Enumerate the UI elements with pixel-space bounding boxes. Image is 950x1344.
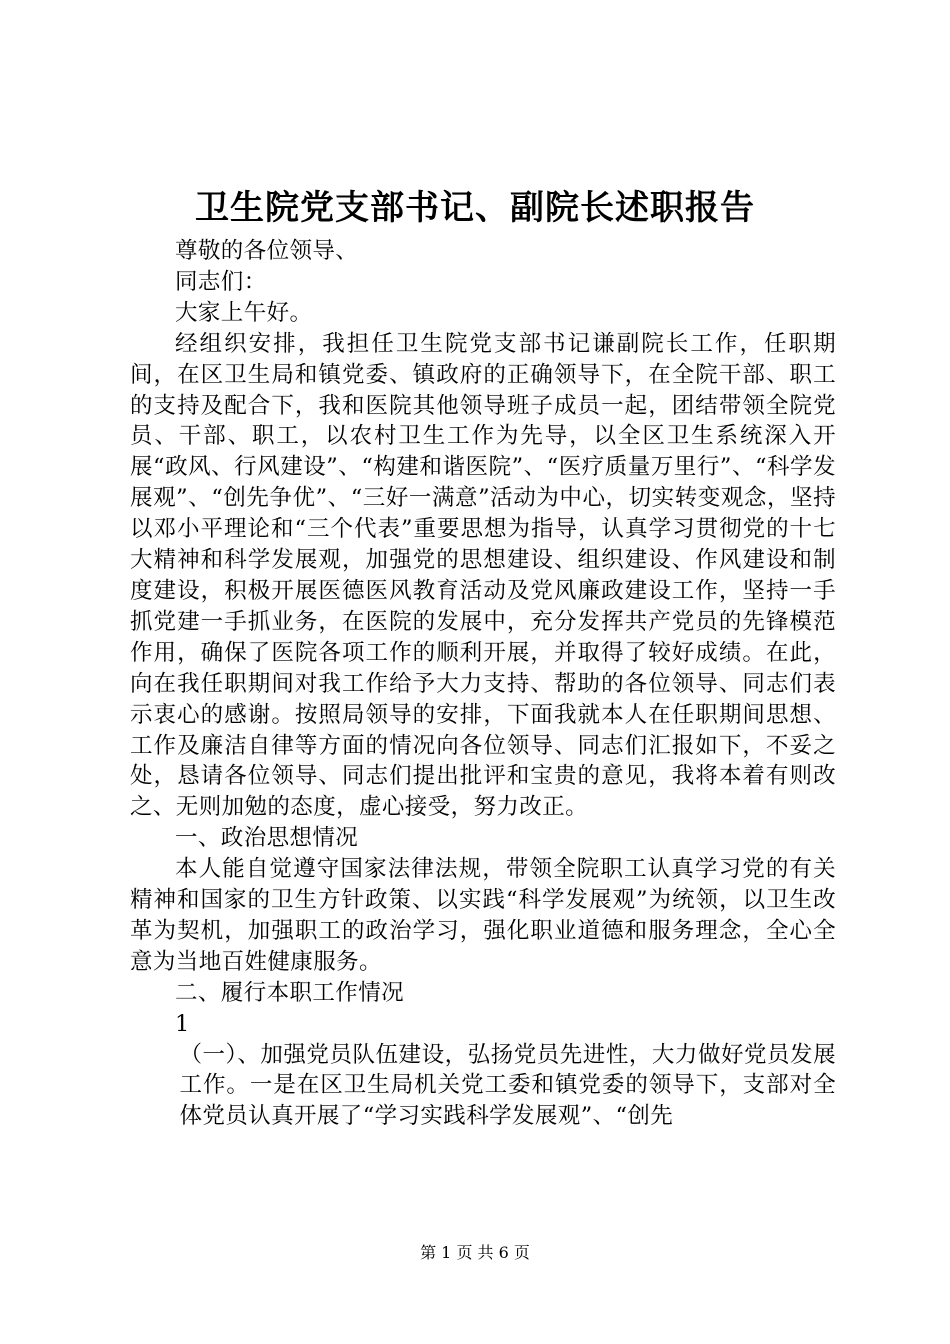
- greeting-line: 大家上午好。: [175, 299, 313, 326]
- section-heading-duties: 二、履行本职工作情况: [175, 979, 405, 1006]
- salutation-line-1: 尊敬的各位领导、: [175, 238, 359, 264]
- intro-paragraph: 经组织安排，我担任卫生院党支部书记谦副院长工作，任职期间，在区卫生局和镇党委、镇政府的正确领导下，在全院干部、职工的支持及配合下，我和医院其他领导班子成员一起，团结带领全院党员、干部、职工，以农村卫生工作为先导，以全区卫生系统深入开展“政风、行风建设”、“构建和谐医院”、“医疗质量万里行”、“科学发展观”、“创先争优”、“三好一满意”活动为中心，切实转变观念，坚持以邓小平理论和“三个代表”重要思想为指导，认真学习贯彻党的十七大精神和科学发展观，加强党的思想建设、组织建设、作风建设和制度建设，积极开展医德医风教育活动及党风廉政建设工作，坚持一手抓党建一手抓业务，在医院的发展中，充分发挥共产党员的先锋模范作用，确保了医院各项工作的顺利开展，并取得了较好成绩。在此，向在我任职期间对我工作给予大力支持、帮助的各位领导、同志们表示衷心的感谢。按照局领导的安排，下面我就本人在任职期间思想、工作及廉洁自律等方面的情况向各位领导、同志们汇报如下，不妥之处，恳请各位领导、同志们提出批评和宝贵的意见，我将本着有则改之、无则加勉的态度，虚心接受，努力改正。: [130, 330, 836, 821]
- list-number: 1: [175, 1010, 190, 1037]
- document-body: [130, 236, 836, 1132]
- document-title: 卫生院党支部书记、副院长述职报告: [195, 188, 755, 228]
- section-heading-political: 一、政治思想情况: [175, 825, 359, 852]
- political-paragraph: 本人能自觉遵守国家法律法规，带领全院职工认真学习党的有关精神和国家的卫生方针政策、以实践“科学发展观”为统领，以卫生改革为契机，加强职工的政治学习，强化职业道德和服务理念，全心全意为当地百姓健康服务。: [130, 856, 836, 975]
- duties-paragraph: （一）、加强党员队伍建设，弘扬党员先进性，大力做好党员发展工作。一是在区卫生局机关党工委和镇党委的领导下，支部对全体党员认真开展了“学习实践科学发展观”、“创先: [179, 1041, 836, 1130]
- salutation-line-2: 同志们：: [175, 268, 267, 295]
- page-footer: 第 1 页 共 6 页: [420, 1243, 530, 1262]
